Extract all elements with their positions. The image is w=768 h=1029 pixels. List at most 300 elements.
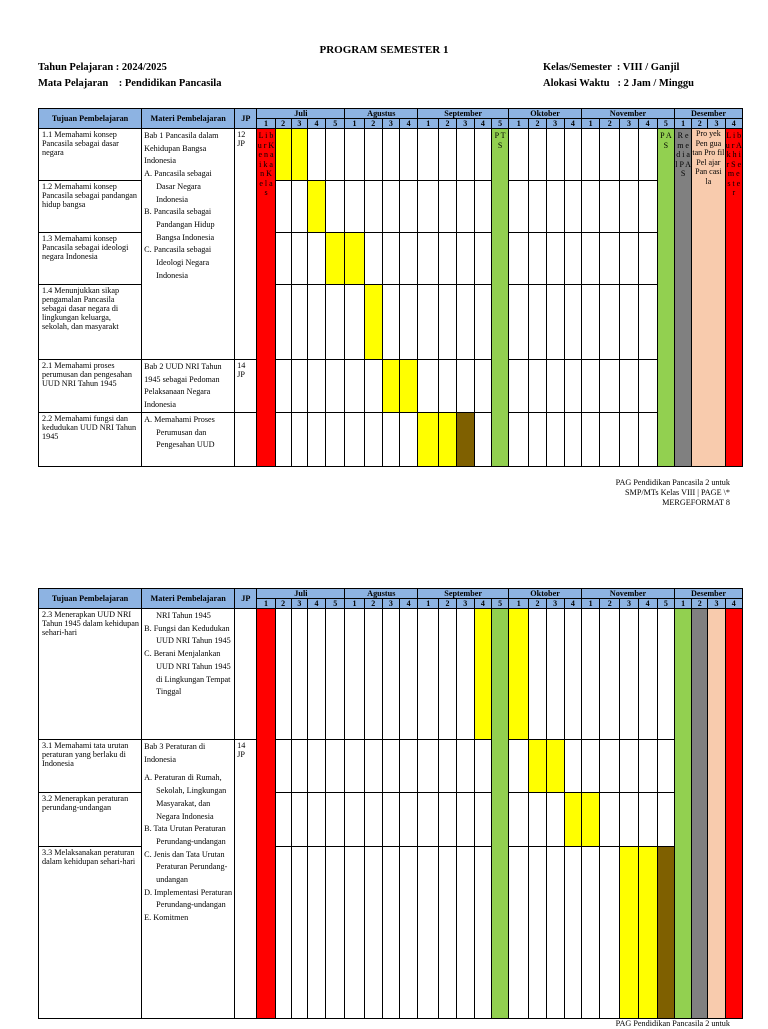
week-number: 3	[291, 599, 307, 609]
schedule-cell	[399, 285, 417, 360]
schedule-cell	[439, 740, 456, 793]
schedule-cell	[456, 847, 474, 1019]
schedule-cell	[657, 793, 674, 847]
schedule-cell	[529, 285, 546, 360]
schedule-cell-y	[326, 233, 345, 285]
week-number: 4	[725, 119, 742, 129]
schedule-cell	[474, 412, 491, 466]
week-number: 2	[275, 599, 291, 609]
schedule-cell	[581, 181, 599, 233]
schedule-cell	[474, 285, 491, 360]
schedule-cell	[418, 360, 439, 413]
col-jp: JP	[235, 589, 257, 609]
schedule-cell	[399, 609, 417, 740]
month-agustus: Agustus	[345, 109, 418, 119]
table-row	[39, 609, 743, 740]
week-number: 3	[708, 599, 725, 609]
schedule-cell	[307, 740, 325, 793]
week-number: 4	[564, 599, 581, 609]
schedule-cell-y	[620, 847, 638, 1019]
schedule-cell	[509, 285, 529, 360]
schedule-cell	[529, 181, 546, 233]
semester-program-table-2	[38, 588, 743, 1019]
week-number: 1	[581, 599, 599, 609]
week-number: 4	[307, 599, 325, 609]
schedule-cell	[564, 181, 581, 233]
schedule-cell	[326, 360, 345, 413]
week-number: 4	[474, 119, 491, 129]
col-tp: Tujuan Pembelajaran	[39, 109, 142, 129]
month-juli: Juli	[257, 589, 345, 599]
schedule-cell	[364, 360, 382, 413]
schedule-cell	[345, 181, 364, 233]
schedule-cell	[600, 793, 620, 847]
schedule-cell-gr	[692, 609, 708, 1019]
schedule-cell	[399, 233, 417, 285]
tujuan-cell: 3.1 Memahami tata urutan peraturan yang berlaku di Indonesia	[39, 740, 142, 793]
schedule-cell	[509, 412, 529, 466]
schedule-cell	[345, 847, 364, 1019]
schedule-cell	[418, 609, 439, 740]
table-row	[39, 412, 743, 466]
schedule-cell	[657, 609, 674, 740]
schedule-cell	[345, 740, 364, 793]
week-number: 1	[509, 599, 529, 609]
schedule-cell	[620, 412, 638, 466]
week-number: 1	[345, 119, 364, 129]
week-number: 2	[364, 119, 382, 129]
schedule-cell	[399, 740, 417, 793]
schedule-cell	[326, 740, 345, 793]
schedule-cell	[620, 740, 638, 793]
schedule-cell	[546, 129, 564, 181]
week-number: 4	[564, 119, 581, 129]
text-line: Bab 2 UUD NRI Tahun 1945 sebagai Pedoman Pelaksanaan Negara Indonesia	[144, 362, 222, 410]
week-number: 2	[275, 119, 291, 129]
schedule-cell	[307, 360, 325, 413]
schedule-cell	[345, 793, 364, 847]
schedule-cell	[439, 793, 456, 847]
schedule-cell-g	[675, 609, 692, 1019]
schedule-cell	[439, 129, 456, 181]
materi-cell	[142, 609, 235, 740]
week-number: 1	[675, 599, 692, 609]
schedule-cell	[638, 740, 657, 793]
libur-akhir-semester: L i b u r A k h i r S e m e s t e r	[725, 129, 742, 467]
month-juli: Juli	[257, 109, 345, 119]
week-number: 3	[456, 119, 474, 129]
meta-year: Tahun Pelajaran : 2024/2025	[38, 62, 167, 73]
schedule-cell	[439, 609, 456, 740]
pas-label: P A S	[657, 129, 674, 467]
page-title: PROGRAM SEMESTER 1	[319, 44, 449, 56]
schedule-cell	[364, 609, 382, 740]
week-number: 3	[620, 119, 638, 129]
projek-label: Pro yek Pen gua tan Pro fil Pel ajar Pan casi la	[692, 129, 725, 467]
week-number: 4	[399, 599, 417, 609]
week-number: 5	[326, 599, 345, 609]
text-line: A. Pancasila sebagai Dasar Negara Indonesia	[144, 169, 212, 204]
schedule-cell	[638, 233, 657, 285]
schedule-cell	[291, 609, 307, 740]
schedule-cell-y	[581, 793, 599, 847]
materi-cell	[142, 360, 235, 413]
schedule-cell	[291, 793, 307, 847]
schedule-cell-y	[529, 740, 546, 793]
schedule-cell	[418, 129, 439, 181]
text-line: Bab 3 Peraturan di Indonesia	[144, 742, 206, 764]
week-number: 2	[692, 119, 708, 129]
schedule-cell	[275, 740, 291, 793]
schedule-cell	[600, 740, 620, 793]
schedule-cell	[474, 740, 491, 793]
schedule-cell	[638, 181, 657, 233]
week-number: 3	[382, 119, 399, 129]
schedule-cell	[326, 847, 345, 1019]
week-number: 5	[657, 599, 674, 609]
schedule-cell	[456, 360, 474, 413]
schedule-cell-y	[382, 360, 399, 413]
schedule-cell	[509, 360, 529, 413]
schedule-cell	[529, 847, 546, 1019]
schedule-cell	[307, 412, 325, 466]
schedule-cell	[581, 847, 599, 1019]
schedule-cell	[638, 412, 657, 466]
schedule-cell	[620, 609, 638, 740]
schedule-cell	[345, 412, 364, 466]
week-number: 2	[439, 119, 456, 129]
schedule-cell	[439, 360, 456, 413]
schedule-cell	[307, 233, 325, 285]
text-line: NRI Tahun 1945	[156, 611, 211, 620]
schedule-cell	[474, 847, 491, 1019]
tujuan-cell: 1.4 Menunjukkan sikap pengamalan Pancasila sebagai dasar negara di lingkungan keluarga, sekolah, dan masyarakt	[39, 285, 142, 360]
schedule-cell	[474, 793, 491, 847]
schedule-cell	[439, 847, 456, 1019]
week-number: 2	[600, 119, 620, 129]
table-row	[39, 740, 743, 793]
schedule-cell-y	[291, 129, 307, 181]
text-line: B. Tata Urutan Peraturan Perundang-undangan	[144, 824, 226, 846]
schedule-cell	[620, 129, 638, 181]
schedule-cell-y	[509, 609, 529, 740]
schedule-cell	[638, 609, 657, 740]
week-number: 4	[399, 119, 417, 129]
schedule-cell	[275, 847, 291, 1019]
week-number: 1	[509, 119, 529, 129]
schedule-cell	[564, 740, 581, 793]
jp-cell: 14 JP	[235, 360, 257, 413]
schedule-cell	[291, 285, 307, 360]
jp-cell	[235, 412, 257, 466]
tujuan-cell: 1.1 Memahami konsep Pancasila sebagai dasar negara	[39, 129, 142, 181]
week-number: 1	[418, 599, 439, 609]
schedule-cell	[564, 847, 581, 1019]
schedule-cell	[382, 793, 399, 847]
schedule-cell	[638, 360, 657, 413]
schedule-cell-y	[439, 412, 456, 466]
schedule-cell	[546, 360, 564, 413]
schedule-cell	[564, 609, 581, 740]
footer-2: PAG Pendidikan Pancasila 2 untuk	[615, 1019, 730, 1028]
remedial-pas-label: R e m e d i a l P A S	[675, 129, 692, 467]
week-number: 5	[657, 119, 674, 129]
schedule-cell	[418, 181, 439, 233]
month-desember: Desember	[675, 589, 743, 599]
month-september: September	[418, 589, 509, 599]
text-line: C. Pancasila sebagai Ideologi Negara Indonesia	[144, 245, 212, 280]
materi-cell	[142, 129, 235, 360]
schedule-cell	[364, 793, 382, 847]
week-number: 1	[257, 119, 275, 129]
schedule-cell	[564, 412, 581, 466]
schedule-cell	[399, 793, 417, 847]
schedule-cell-y	[399, 360, 417, 413]
schedule-cell	[581, 609, 599, 740]
schedule-cell	[418, 793, 439, 847]
schedule-cell	[564, 360, 581, 413]
table-row	[39, 129, 743, 181]
week-number: 2	[692, 599, 708, 609]
month-desember: Desember	[675, 109, 743, 119]
schedule-cell	[509, 740, 529, 793]
schedule-cell	[399, 412, 417, 466]
month-agustus: Agustus	[345, 589, 418, 599]
schedule-cell-g	[491, 609, 508, 1019]
text-line: B. Pancasila sebagai Pandangan Hidup Bangsa Indonesia	[144, 207, 215, 242]
semester-program-table-1	[38, 108, 743, 467]
schedule-cell	[474, 360, 491, 413]
schedule-cell	[275, 412, 291, 466]
schedule-cell	[418, 740, 439, 793]
schedule-cell	[399, 181, 417, 233]
schedule-cell	[546, 285, 564, 360]
schedule-cell	[364, 233, 382, 285]
week-number: 5	[491, 599, 508, 609]
schedule-cell	[581, 412, 599, 466]
schedule-cell	[638, 129, 657, 181]
week-number: 1	[257, 599, 275, 609]
schedule-cell	[620, 285, 638, 360]
schedule-cell-y	[638, 847, 657, 1019]
meta-time: Alokasi Waktu : 2 Jam / Minggu	[543, 78, 694, 89]
month-oktober: Oktober	[509, 589, 582, 599]
schedule-cell	[307, 609, 325, 740]
week-number: 4	[638, 599, 657, 609]
schedule-cell	[399, 847, 417, 1019]
schedule-cell	[529, 360, 546, 413]
schedule-cell	[275, 609, 291, 740]
schedule-cell	[529, 233, 546, 285]
month-september: September	[418, 109, 509, 119]
schedule-cell	[364, 847, 382, 1019]
text-line: A. Memahami Proses Perumusan dan Pengesahan UUD	[144, 414, 215, 450]
schedule-cell	[581, 129, 599, 181]
col-materi: Materi Pembelajaran	[142, 109, 235, 129]
schedule-cell	[307, 129, 325, 181]
schedule-cell	[456, 609, 474, 740]
schedule-cell	[291, 412, 307, 466]
schedule-cell	[581, 360, 599, 413]
tujuan-cell: 2.2 Memahami fungsi dan kedudukan UUD NRI Tahun 1945	[39, 412, 142, 466]
schedule-cell	[620, 793, 638, 847]
schedule-cell	[638, 285, 657, 360]
schedule-cell	[546, 847, 564, 1019]
schedule-cell	[581, 233, 599, 285]
schedule-cell	[546, 412, 564, 466]
schedule-cell	[326, 412, 345, 466]
schedule-cell-y	[275, 129, 291, 181]
schedule-cell	[620, 181, 638, 233]
jp-cell: 12 JP	[235, 129, 257, 360]
text-line: Bab 1 Pancasila dalam Kehidupan Bangsa Indonesia	[144, 131, 219, 166]
schedule-cell	[474, 233, 491, 285]
schedule-cell	[307, 793, 325, 847]
schedule-cell-r	[257, 609, 275, 1019]
schedule-cell	[564, 233, 581, 285]
jp-cell: 14 JP	[235, 740, 257, 1019]
schedule-cell-y	[364, 285, 382, 360]
schedule-cell	[382, 609, 399, 740]
schedule-cell	[439, 181, 456, 233]
meta-subject: Mata Pelajaran : Pendidikan Pancasila	[38, 78, 222, 89]
schedule-cell	[382, 285, 399, 360]
schedule-cell	[529, 129, 546, 181]
schedule-cell	[600, 233, 620, 285]
schedule-cell	[275, 233, 291, 285]
week-number: 1	[581, 119, 599, 129]
schedule-cell	[529, 412, 546, 466]
schedule-cell-r	[725, 609, 742, 1019]
schedule-cell-b	[456, 412, 474, 466]
meta-class: Kelas/Semester : VIII / Ganjil	[543, 62, 680, 73]
footer-1: PAG Pendidikan Pancasila 2 untuk SMP/MTs Kelas VIII | PAGE \* MERGEFORMAT 8	[615, 478, 730, 507]
libur-kenaikan-kelas: L i b u r K e n a i k a n K e l a s	[257, 129, 275, 467]
text-line: E. Komitmen	[144, 913, 189, 923]
schedule-cell	[291, 740, 307, 793]
week-number: 4	[725, 599, 742, 609]
text-line: D. Implementasi Peraturan Perundang-undangan	[144, 887, 233, 910]
schedule-cell	[456, 285, 474, 360]
schedule-cell	[307, 847, 325, 1019]
week-number: 3	[546, 599, 564, 609]
schedule-cell	[399, 129, 417, 181]
week-number: 2	[529, 119, 546, 129]
schedule-cell	[275, 360, 291, 413]
week-number: 3	[708, 119, 725, 129]
col-tp: Tujuan Pembelajaran	[39, 589, 142, 609]
schedule-cell	[474, 181, 491, 233]
col-materi: Materi Pembelajaran	[142, 589, 235, 609]
schedule-cell	[600, 181, 620, 233]
schedule-cell	[546, 233, 564, 285]
schedule-cell	[364, 129, 382, 181]
schedule-cell	[509, 129, 529, 181]
schedule-cell	[275, 793, 291, 847]
week-number: 2	[439, 599, 456, 609]
schedule-cell	[600, 847, 620, 1019]
week-number: 1	[418, 119, 439, 129]
week-number: 2	[529, 599, 546, 609]
schedule-cell	[418, 233, 439, 285]
schedule-cell	[326, 285, 345, 360]
tujuan-cell: 1.3 Memahami konsep Pancasila sebagai ideologi negara Indonesia	[39, 233, 142, 285]
schedule-cell-y	[307, 181, 325, 233]
schedule-cell	[382, 181, 399, 233]
schedule-cell-y	[546, 740, 564, 793]
month-november: November	[581, 589, 674, 599]
schedule-cell-b	[657, 847, 674, 1019]
week-number: 3	[620, 599, 638, 609]
schedule-cell	[364, 740, 382, 793]
schedule-cell	[546, 181, 564, 233]
schedule-cell	[456, 129, 474, 181]
schedule-cell	[307, 285, 325, 360]
schedule-cell	[418, 847, 439, 1019]
schedule-cell	[600, 360, 620, 413]
schedule-cell-y	[564, 793, 581, 847]
month-oktober: Oktober	[509, 109, 582, 119]
schedule-cell	[439, 233, 456, 285]
month-november: November	[581, 109, 674, 119]
schedule-cell	[546, 793, 564, 847]
week-number: 2	[600, 599, 620, 609]
schedule-cell	[600, 129, 620, 181]
table-row	[39, 360, 743, 413]
schedule-cell	[382, 233, 399, 285]
schedule-cell	[456, 233, 474, 285]
text-line: A. Peraturan di Rumah, Sekolah, Lingkungan Masyarakat, dan Negara Indonesia	[144, 773, 227, 821]
schedule-cell	[600, 285, 620, 360]
week-number: 3	[456, 599, 474, 609]
schedule-cell	[345, 129, 364, 181]
materi-cell	[142, 740, 235, 1019]
materi-cell	[142, 412, 235, 466]
schedule-cell-y	[418, 412, 439, 466]
schedule-cell	[620, 233, 638, 285]
schedule-cell	[275, 285, 291, 360]
week-number: 5	[326, 119, 345, 129]
schedule-cell	[326, 181, 345, 233]
schedule-cell	[509, 233, 529, 285]
schedule-cell-p	[708, 609, 725, 1019]
schedule-cell	[564, 285, 581, 360]
schedule-cell	[509, 847, 529, 1019]
week-number: 3	[382, 599, 399, 609]
text-line: C. Berani Menjalankan UUD NRI Tahun 1945 di Lingkungan Tempat Tinggal	[144, 649, 231, 697]
text-line: B. Fungsi dan Kedudukan UUD NRI Tahun 1945	[144, 623, 231, 646]
week-number: 1	[675, 119, 692, 129]
schedule-cell	[382, 847, 399, 1019]
schedule-cell	[418, 285, 439, 360]
schedule-cell	[439, 285, 456, 360]
schedule-cell	[620, 360, 638, 413]
tujuan-cell: 2.1 Memahami proses perumusan dan pengesahan UUD NRI Tahun 1945	[39, 360, 142, 413]
tujuan-cell: 3.3 Melaksanakan peraturan dalam kehidupan sehari-hari	[39, 847, 142, 1019]
schedule-cell	[638, 793, 657, 847]
schedule-cell	[509, 793, 529, 847]
week-number: 3	[291, 119, 307, 129]
schedule-cell	[600, 412, 620, 466]
schedule-cell	[382, 412, 399, 466]
schedule-cell	[474, 129, 491, 181]
schedule-cell	[345, 285, 364, 360]
schedule-cell	[564, 129, 581, 181]
schedule-cell	[509, 181, 529, 233]
schedule-cell	[291, 847, 307, 1019]
schedule-cell	[529, 793, 546, 847]
pts-label: P T S	[491, 129, 508, 467]
